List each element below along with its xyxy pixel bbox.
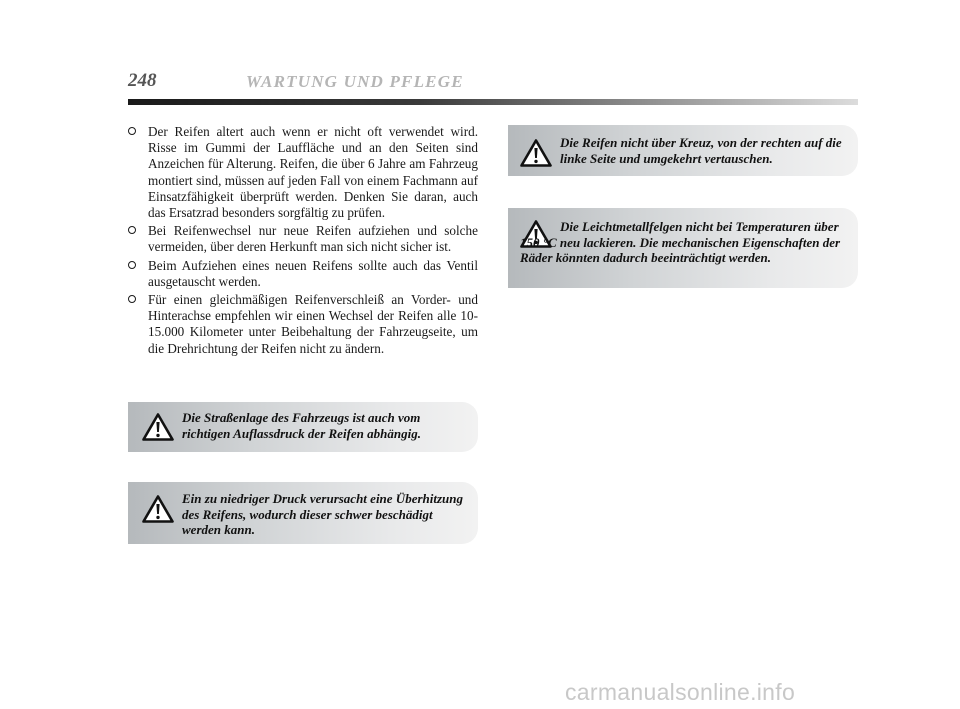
bullet-item xyxy=(128,223,478,255)
watermark: carmanualsonline.info xyxy=(565,679,796,705)
bullet-circle-icon xyxy=(128,295,136,303)
warning-triangle-icon xyxy=(142,495,174,523)
warning-box-low-pressure xyxy=(128,482,478,544)
warning-triangle-icon xyxy=(520,139,552,167)
bullet-item xyxy=(128,258,478,290)
warning-text: Die Leichtmetallfelgen nicht bei Temperaturen über 150 °C neu lackieren. Die mechanischen Eigenschaften der Räder könnten dadurch beeinträchtigt werden. xyxy=(520,219,841,265)
header-rule xyxy=(128,99,858,105)
section-title: WARTUNG UND PFLEGE xyxy=(246,72,464,91)
warning-text: Die Straßenlage des Fahrzeugs ist auch vom richtigen Auflassdruck der Reifen abhängig. xyxy=(182,410,421,441)
bullet-circle-icon xyxy=(128,127,136,135)
page-header xyxy=(128,70,858,100)
warning-box-alloy-rims xyxy=(508,208,858,288)
warning-box-cross-swap xyxy=(508,125,858,176)
page-number: 248 xyxy=(128,70,157,91)
bullet-list xyxy=(128,124,478,359)
bullet-item xyxy=(128,292,478,357)
warning-box-road-holding xyxy=(128,402,478,452)
bullet-circle-icon xyxy=(128,261,136,269)
bullet-circle-icon xyxy=(128,226,136,234)
bullet-item xyxy=(128,124,478,221)
warning-text: Die Reifen nicht über Kreuz, von der rechten auf die linke Seite und umgekehrt vertauschen. xyxy=(560,135,842,166)
bullet-text: Für einen gleichmäßigen Reifenverschleiß an Vorder- und Hinterachse empfehlen wir einen Wechsel der Reifen alle 10-15.000 Kilometer unter Beibehaltung der Fahrzeugseite, um die Drehrichtung der Reifen nicht zu ändern. xyxy=(148,292,478,356)
warning-triangle-icon xyxy=(142,413,174,441)
bullet-text: Beim Aufziehen eines neuen Reifens sollte auch das Ventil ausgetauscht werden. xyxy=(148,257,478,289)
warning-text: Ein zu niedriger Druck verursacht eine Überhitzung des Reifens, wodurch dieser schwer beschädigt werden kann. xyxy=(182,491,463,537)
bullet-text: Bei Reifenwechsel nur neue Reifen aufziehen und solche vermeiden, über deren Herkunft man sich nicht sicher ist. xyxy=(148,223,478,255)
bullet-text: Der Reifen altert auch wenn er nicht oft verwendet wird. Risse im Gummi der Lauffläche und an den Seiten sind Anzeichen für Alterung. Reifen, die über 6 Jahre am Fahrzeug montiert sind, müssen auf jeden Fall von einem Fachmann auf Einsatzfähigkeit überprüft werden. Denken Sie daran, auch das Ersatzrad besonders sorgfältig zu prüfen. xyxy=(148,124,478,221)
